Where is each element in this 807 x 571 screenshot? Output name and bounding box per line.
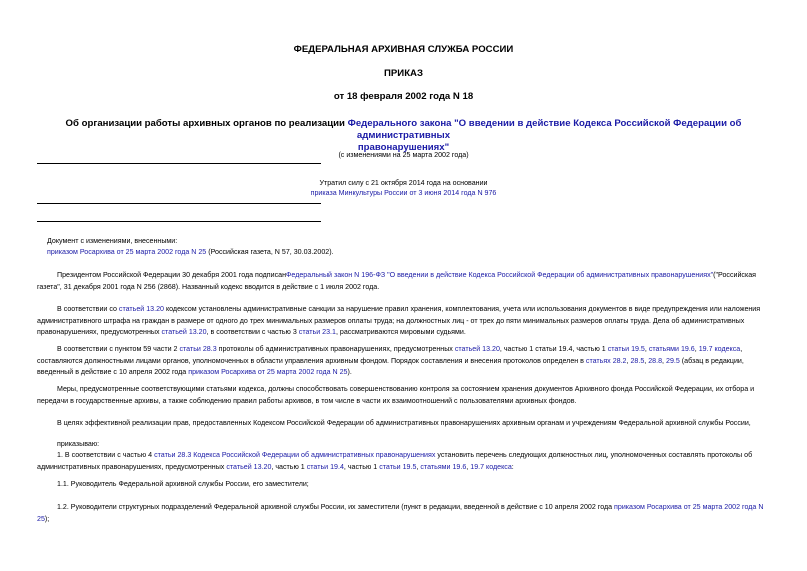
article-link[interactable]: 28.8 [648, 356, 663, 365]
divider [37, 221, 321, 222]
status-link[interactable]: приказа Минкультуры России от 3 июня 2014 года N 976 [310, 189, 497, 198]
document-title [30, 118, 777, 154]
article-link[interactable]: статьи 28.3 Кодекса Российской Федерации об административных правонарушениях [154, 451, 436, 459]
text: , частью 1 [271, 462, 307, 471]
article-link[interactable]: статьи 19.4 [306, 462, 344, 471]
article-link[interactable]: 19.7 кодекса [698, 345, 741, 353]
paragraph-3 [37, 344, 770, 379]
text: В соответствии с пунктом 59 части 2 [57, 345, 180, 353]
agency-name: ФЕДЕРАЛЬНАЯ АРХИВНАЯ СЛУЖБА РОССИИ [293, 44, 514, 55]
text: 1.2. Руководители структурных подразделений Федеральной архивной службы России, их заместители (пункт в редакции, введенной в действие с 10 апреля 2002 года [57, 503, 615, 511]
order-25-link[interactable]: приказом Росархива от 25 марта 2002 года N 25 [37, 503, 764, 523]
title-law-link-cont[interactable]: правонарушениях" [357, 142, 450, 153]
article-link[interactable]: статьей 13.20 [454, 345, 500, 353]
text: Президентом Российской Федерации 30 декабря 2001 года подписан [57, 271, 287, 279]
text: , [644, 356, 649, 365]
text: , [416, 462, 421, 471]
amendments-label: Документ с изменениями, внесенными: [47, 237, 178, 245]
article-link[interactable]: статьи 28.3 [179, 345, 217, 353]
text: , частью 1 [343, 462, 380, 471]
article-link[interactable]: 19.7 кодекса [470, 462, 512, 471]
text: 1. В соответствии с частью 4 [57, 451, 155, 459]
article-link[interactable]: статьями 19.6 [420, 462, 467, 471]
text: , [662, 356, 666, 365]
text: ("Российская газета", 31 декабря 2001 года N 256 (2868). Названный кодекс вводится в действие с 1 июля 2002 года. [37, 271, 757, 291]
article-link[interactable]: статьей 13.20 [226, 462, 272, 471]
text: протоколы об административных правонарушениях, предусмотренных [216, 345, 455, 353]
text: , [626, 356, 631, 365]
article-link[interactable]: статьей 13.20 [161, 328, 207, 337]
text: , частью 1 статьи 19.4, частью 1 [499, 345, 608, 353]
paragraph-9 [37, 502, 770, 525]
paragraph-1 [37, 270, 770, 293]
changes-note: (с изменениями на 25 марта 2002 года) [338, 151, 469, 159]
text: , [466, 462, 471, 471]
text: , [644, 345, 649, 353]
article-link[interactable]: статьях 28.2 [585, 356, 627, 365]
title-text: Об организации работы архивных органов по реализации [65, 118, 348, 129]
article-link[interactable]: 29.5 [666, 356, 680, 365]
article-link[interactable]: статьи 23.1 [298, 328, 336, 337]
title-law-link[interactable]: Федерального закона "О введении в действие Кодекса Российской Федерации об административных [347, 118, 742, 141]
text: , составляются должностными лицами органов, уполномоченных в области управления архивным фондом. Порядок составления и внесения протоколов определен в [37, 345, 743, 365]
document-date-number: от 18 февраля 2002 года N 18 [333, 91, 474, 102]
article-link[interactable]: статьей 13.20 [118, 305, 164, 313]
text: ). [347, 368, 352, 377]
text: установить перечень следующих должностных лиц, уполномоченных составлять протоколы об административных правонарушениях, предусмотренных [37, 451, 753, 471]
text: : [511, 462, 514, 471]
amendments-block [47, 236, 647, 258]
paragraph-7 [37, 450, 770, 473]
article-link[interactable]: статьи 19.5 [379, 462, 417, 471]
status-text: Утратил силу с 21 октября 2014 года на основании [319, 179, 488, 187]
paragraph-5: В целях эффективной реализации прав, предоставленных Кодексом Российской Федерации об административных правонарушениях архивным органам и учреждениям Федеральной архивной службы России, [57, 419, 751, 427]
text: В соответствии со [57, 305, 119, 313]
article-link[interactable]: 28.5 [630, 356, 645, 365]
paragraph-6: приказываю: [57, 440, 100, 448]
divider [37, 163, 321, 164]
amendments-link[interactable]: приказом Росархива от 25 марта 2002 года N 25 [47, 248, 207, 256]
article-link[interactable]: статьями 19.6 [648, 345, 695, 353]
paragraph-2 [37, 304, 770, 339]
text: ); [44, 514, 50, 523]
article-link[interactable]: статьи 19.5 [607, 345, 645, 353]
status-block [0, 178, 807, 198]
text: , [694, 345, 699, 353]
text: (абзац в редакции, введенный в действие с 10 апреля 2002 года [37, 356, 744, 377]
paragraph-4: Меры, предусмотренные соответствующими статьями кодекса, должны способствовать совершенствованию контроля за состоянием хранения документов Архивного фонда Российской Федерации, их отбора и передачи в государственные архивы, а также соблюдению правил работы архивов, в том числе в части их взаимоотношений с пользователями архивных фондов. [37, 385, 755, 405]
amendments-tail: (Российская газета, N 57, 30.03.2002). [206, 248, 334, 256]
law-196-link[interactable]: Федеральный закон N 196-ФЗ "О введении в действие Кодекса Российской Федерации об административных правонарушениях" [286, 271, 714, 279]
document-type: ПРИКАЗ [384, 68, 423, 79]
text: , в соответствии с частью 3 [206, 328, 299, 337]
text: , рассматриваются мировыми судьями. [335, 328, 466, 337]
order-25-link[interactable]: приказом Росархива от 25 марта 2002 года N 25 [188, 368, 348, 377]
text: кодексом установлены административные санкции за нарушение правил хранения, комплектования, учета или использования документов в виде предупреждения или наложения административного штрафа на граждан в размере от одного до трех минимальных размеров оплаты труда; на должностных лиц - от трех до пяти минимальных размеров оплаты труда. Дела об административных правонарушениях, предусмотренных [37, 305, 761, 337]
divider [37, 203, 321, 204]
paragraph-8: 1.1. Руководитель Федеральной архивной службы России, его заместители; [57, 480, 309, 488]
